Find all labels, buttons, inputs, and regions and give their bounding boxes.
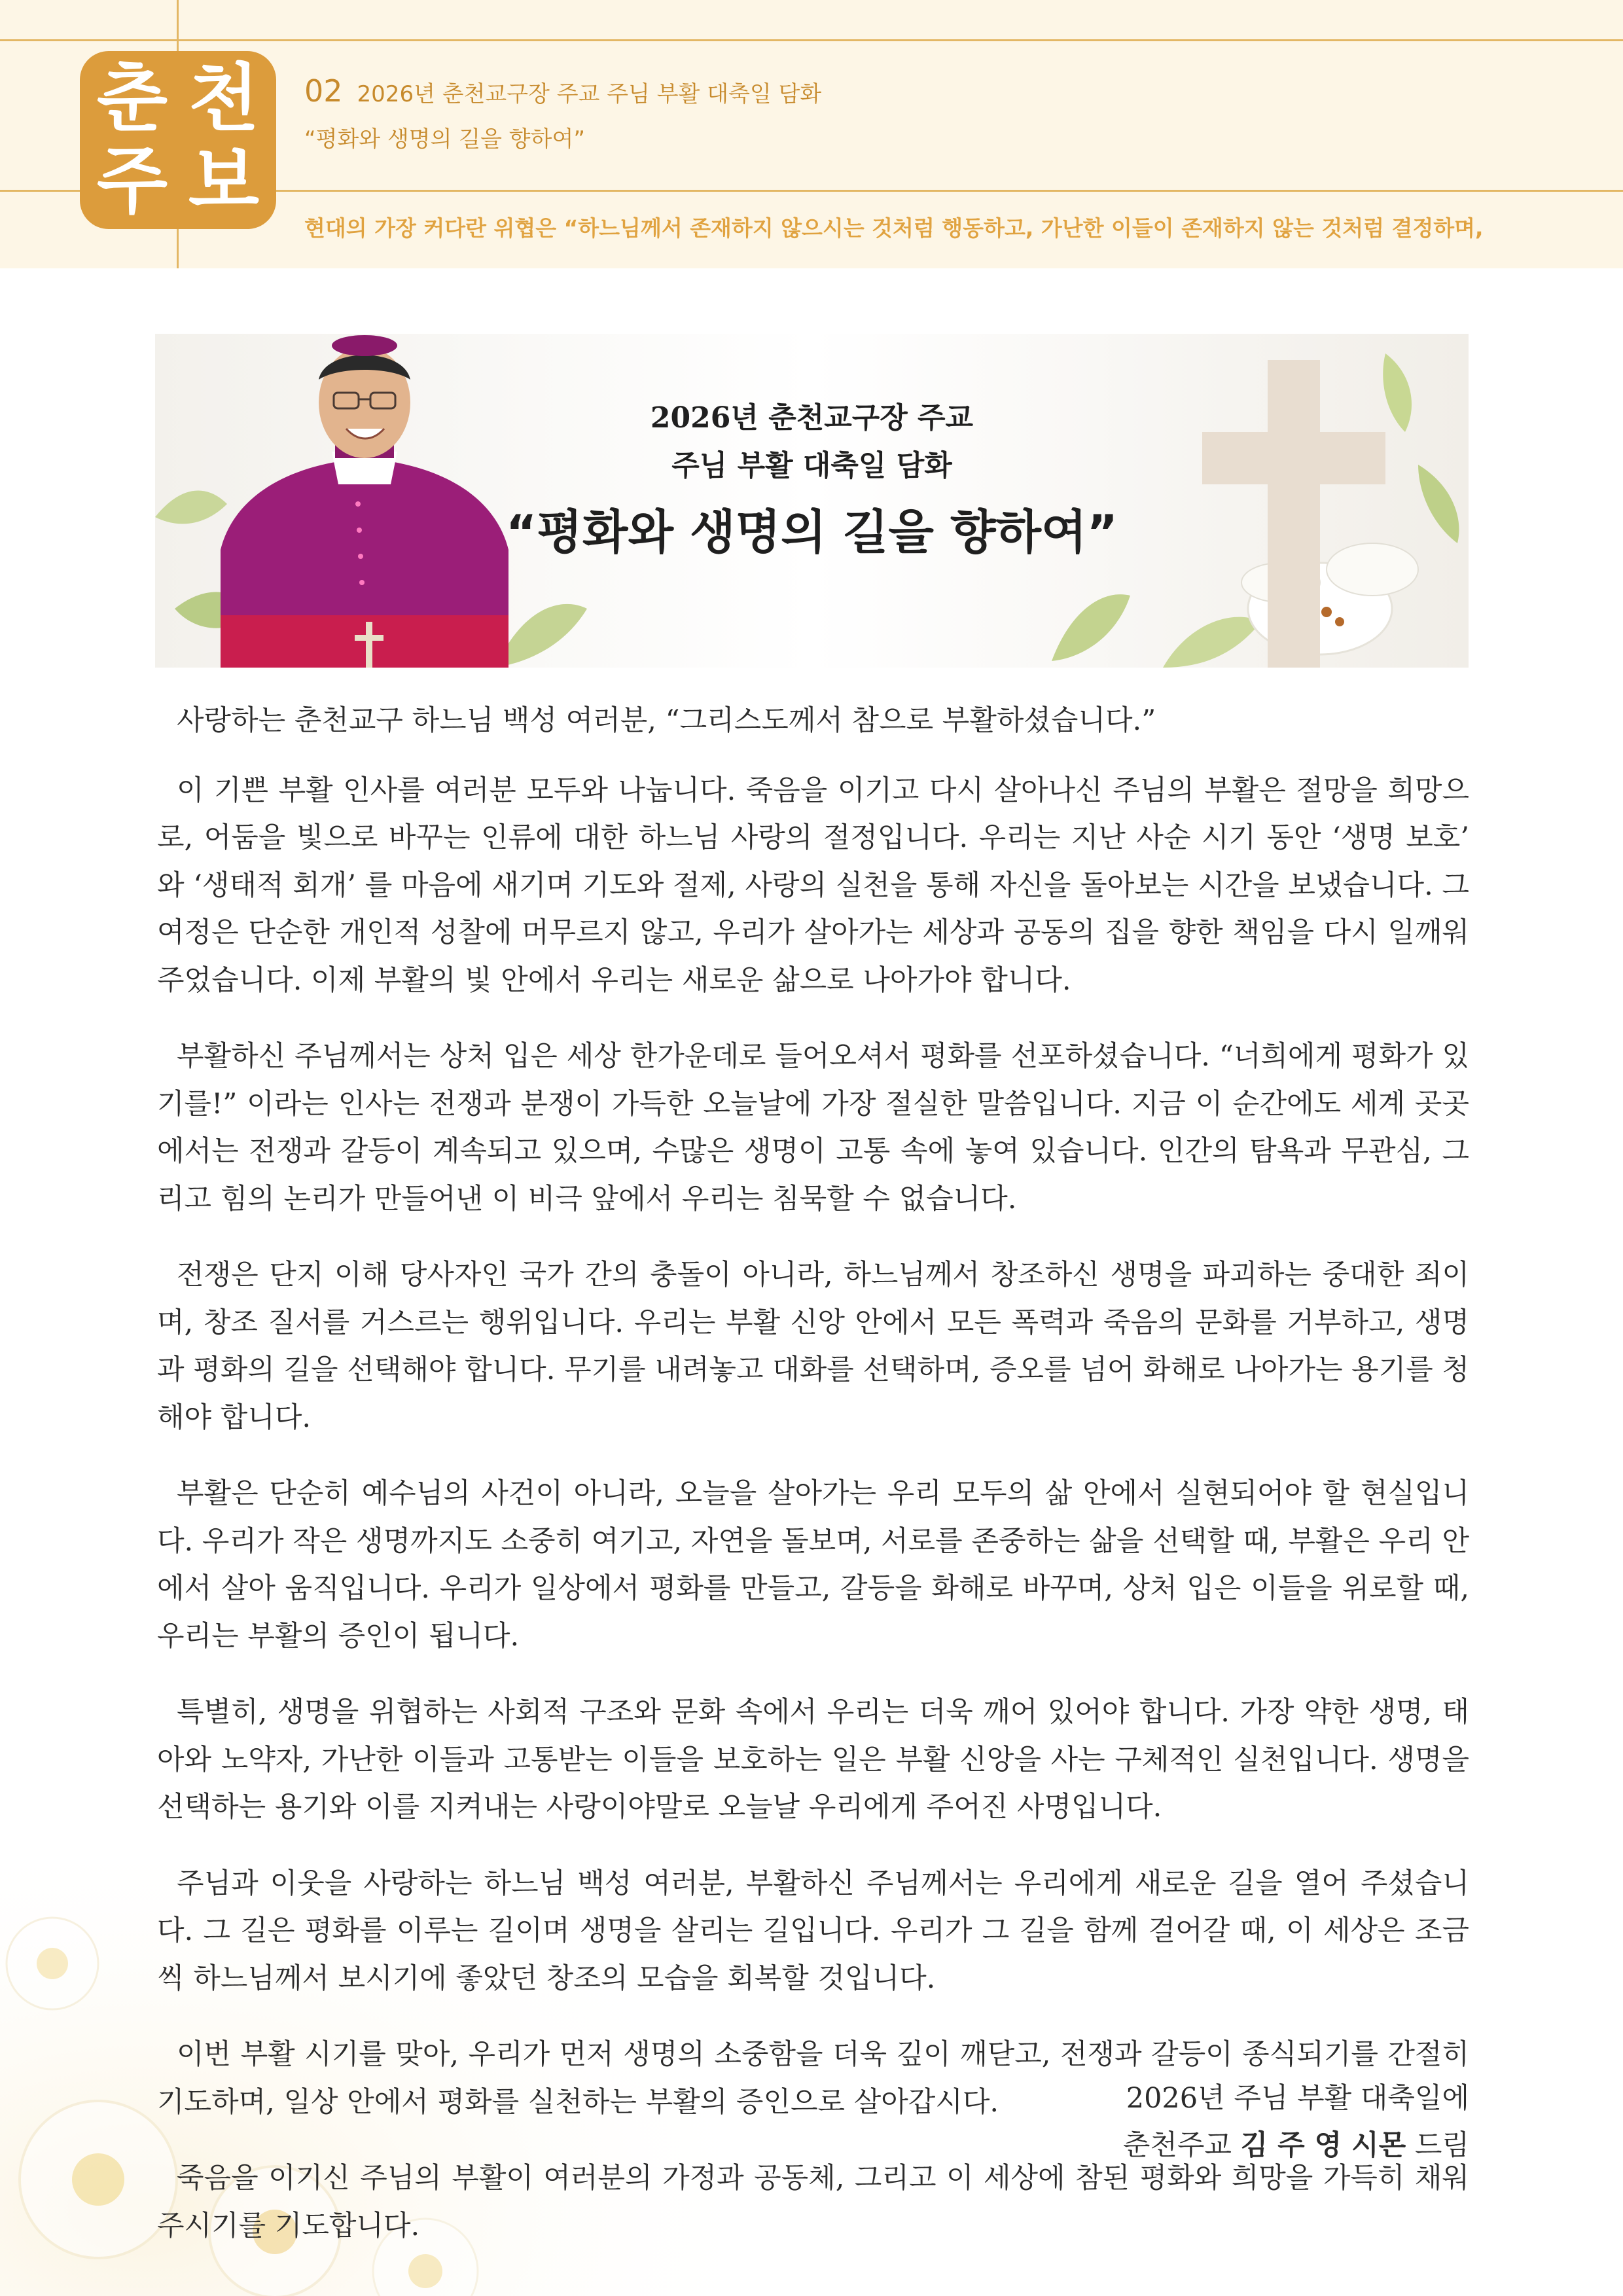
header-quote: 현대의 가장 커다란 위협은 “하느님께서 존재하지 않으시는 것처럼 행동하고, 가난한 이들이 존재하지 않는 것처럼 결정하며, bbox=[304, 215, 1484, 241]
page-header bbox=[0, 0, 1623, 268]
body-paragraph-3: 전쟁은 단지 이해 당사자인 국가 간의 충돌이 아니라, 하느님께서 창조하신 생명을 파괴하는 중대한 죄이며, 창조 질서를 거스르는 행위입니다. 우리는 부활 신앙 안에서 모든 폭력과 죽음의 문화를 거부하고, 생명과 평화의 길을 선택해야 합니다. 무기를 내려놓고 대화를 선택하며, 증오를 넘어 화해로 나아가는 용기를 청해야 합니다. bbox=[157, 1259, 1469, 1434]
logo-char-2: 천 bbox=[188, 56, 260, 141]
signature-date: 2026년 주님 부활 대축일에 bbox=[1126, 2082, 1469, 2115]
signature-name: 김 주 영 시몬 bbox=[1240, 2129, 1406, 2162]
signature-block bbox=[1123, 2075, 1469, 2169]
page-number: 02 bbox=[304, 73, 343, 109]
body-paragraph-1: 이 기쁜 부활 인사를 여러분 모두와 나눕니다. 죽음을 이기고 다시 살아나신 주님의 부활은 절망을 희망으로, 어둠을 빛으로 바꾸는 인류에 대한 하느님 사랑의 절정입니다. 우리는 지난 사순 시기 동안 ‘생명 보호’ 와 ‘생태적 회개’ 를 마음에 새기며 기도와 절제, 사랑의 실천을 통해 자신을 돌아보는 시간을 보냈습니다. 그 여정은 단순한 개인적 성찰에 머무르지 않고, 우리가 살아가는 세상과 공동의 집을 향한 책임을 다시 일깨워 주었습니다. 이제 부활의 빛 안에서 우리는 새로운 삶으로 나아가야 합니다. bbox=[157, 774, 1469, 997]
issue-title: 2026년 춘천교구장 주교 주님 부활 대축일 담화 bbox=[357, 81, 822, 107]
publication-logo bbox=[80, 51, 276, 229]
signature-suffix: 드림 bbox=[1414, 2129, 1469, 2162]
banner-title: “평화와 생명의 길을 향하여” bbox=[506, 505, 1118, 560]
closing-paragraph: 죽음을 이기신 주님의 부활이 여러분의 가정과 공동체, 그리고 이 세상에 참된 평화와 희망을 가득히 채워 주시기를 기도합니다. bbox=[157, 2162, 1469, 2242]
header-rule-top bbox=[0, 39, 1623, 41]
body-paragraph-7: 이번 부활 시기를 맞아, 우리가 먼저 생명의 소중함을 더욱 깊이 깨닫고, 전쟁과 갈등이 종식되기를 간절히 기도하며, 일상 안에서 평화를 실천하는 부활의 증인으로 살아갑시다. bbox=[157, 2038, 1469, 2119]
title-banner bbox=[155, 334, 1469, 668]
banner-line-1: 2026년 춘천교구장 주교 bbox=[650, 401, 974, 435]
greeting-paragraph: 사랑하는 춘천교구 하느님 백성 여러분, “그리스도께서 참으로 부활하셨습니다.” bbox=[177, 704, 1156, 737]
logo-char-3: 주 bbox=[96, 139, 168, 224]
issue-line bbox=[304, 73, 821, 109]
header-subtitle: “평화와 생명의 길을 향하여” bbox=[304, 126, 585, 152]
body-paragraph-6: 주님과 이웃을 사랑하는 하느님 백성 여러분, 부활하신 주님께서는 우리에게 새로운 길을 열어 주셨습니다. 그 길은 평화를 이루는 길이며 생명을 살리는 길입니다. 우리가 그 길을 함께 걸어갈 때, 이 세상은 조금씩 하느님께서 보시기에 좋았던 창조의 모습을 회복할 것입니다. bbox=[157, 1867, 1469, 1995]
logo-char-4: 보 bbox=[188, 139, 260, 224]
signature-line bbox=[1123, 2122, 1469, 2169]
body-paragraph-5: 특별히, 생명을 위협하는 사회적 구조와 문화 속에서 우리는 더욱 깨어 있어야 합니다. 가장 약한 생명, 태아와 노약자, 가난한 이들과 고통받는 이들을 보호하는 일은 부활 신앙을 사는 구체적인 실천입니다. 생명을 선택하는 용기와 이를 지켜내는 사랑이야말로 오늘날 우리에게 주어진 사명입니다. bbox=[157, 1696, 1469, 1823]
signature-title: 춘천주교 bbox=[1122, 2129, 1232, 2162]
letter-body bbox=[157, 697, 1469, 2278]
body-paragraph-4: 부활은 단순히 예수님의 사건이 아니라, 오늘을 살아가는 우리 모두의 삶 안에서 실현되어야 할 현실입니다. 우리가 작은 생명까지도 소중히 여기고, 자연을 돌보며, 서로를 존중하는 삶을 선택할 때, 부활은 우리 안에서 살아 움직입니다. 우리가 일상에서 평화를 만들고, 갈등을 화해로 바꾸며, 상처 입은 이들을 위로할 때, 우리는 부활의 증인이 됩니다. bbox=[157, 1477, 1469, 1653]
banner-line-2: 주님 부활 대축일 담화 bbox=[671, 449, 952, 482]
logo-char-1: 춘 bbox=[96, 56, 168, 141]
body-paragraph-2: 부활하신 주님께서는 상처 입은 세상 한가운데로 들어오셔서 평화를 선포하셨습니다. “너희에게 평화가 있기를!” 이라는 인사는 전쟁과 분쟁이 가득한 오늘날에 가장 절실한 말씀입니다. 지금 이 순간에도 세계 곳곳에서는 전쟁과 갈등이 계속되고 있으며, 수많은 생명이 고통 속에 놓여 있습니다. 인간의 탐욕과 무관심, 그리고 힘의 논리가 만들어낸 이 비극 앞에서 우리는 침묵할 수 없습니다. bbox=[157, 1040, 1469, 1215]
